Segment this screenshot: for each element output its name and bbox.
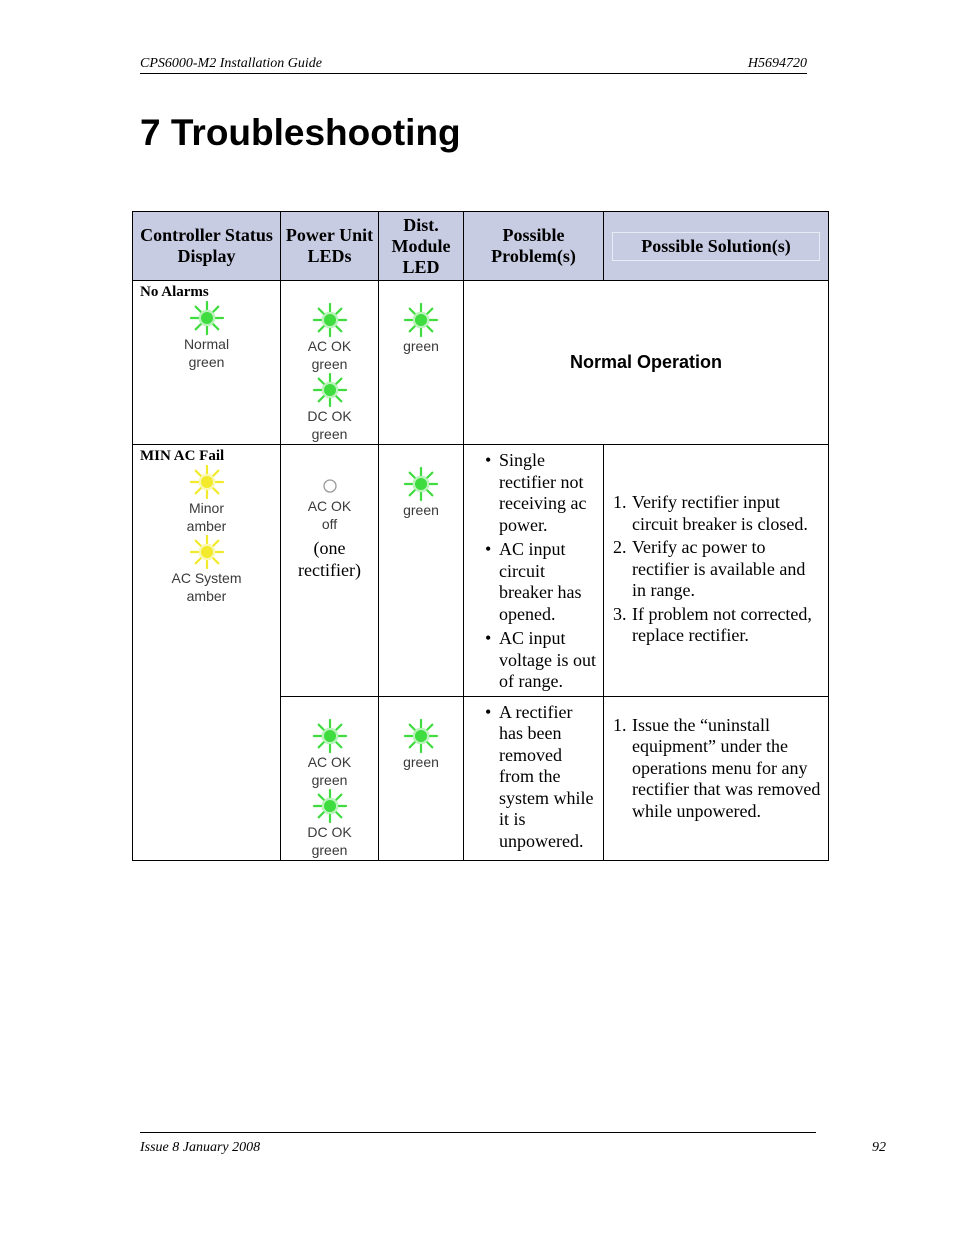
led-green-icon [312,789,348,823]
dist-module-cell [379,445,464,697]
led-green-icon [312,303,348,337]
led-indicator [379,719,463,771]
table-row [133,281,829,445]
footer-issue-date: Issue 8 January 2008 [140,1140,261,1155]
table-row [133,445,829,697]
problem-list [464,702,603,853]
led-indicator [133,465,280,535]
page-footer [140,1132,886,1155]
led-green-icon [403,719,439,753]
page-title: 7 Troubleshooting [140,112,461,153]
led-indicator [133,301,280,371]
led-green-icon [312,373,348,407]
power-unit-cell [281,696,379,860]
led-caption: Minor amber [186,500,227,534]
col-header-problems: Possible Problem(s) [464,212,604,281]
led-amber-icon [189,535,225,569]
solution-item: 2. Verify ac power to rectifier is available and in range. [613,537,806,600]
solution-list [604,715,828,823]
header-doc-number: H5694720 [747,56,807,71]
solutions-cell [604,696,829,860]
rectifier-note: (one rectifier) [298,538,361,580]
col-header-solutions-label: Possible Solution(s) [612,232,820,261]
page-number: 92 [872,1140,886,1155]
row-label: No Alarms [140,284,209,300]
dist-module-cell [379,696,464,860]
led-indicator [281,789,378,859]
row-label: MIN AC Fail [140,448,225,464]
troubleshooting-table [132,211,829,861]
led-indicator [281,719,378,789]
led-indicator [133,535,280,605]
led-indicator [281,475,378,533]
problem-item: • AC input voltage is out of range. [472,628,599,693]
led-caption: DC OK green [307,823,352,858]
problem-item: • AC input circuit breaker has opened. [472,539,599,625]
led-green-icon [189,301,225,335]
led-off-icon [312,475,348,497]
solution-list [604,492,828,647]
problems-cell [464,445,604,697]
led-indicator [379,303,463,355]
led-caption: AC OK green [307,338,352,372]
normal-operation-cell: Normal Operation [464,281,829,445]
solution-item: 1. Verify rectifier input circuit breaker is closed. [613,492,808,534]
led-green-icon [312,719,348,753]
led-caption: Normal green [183,336,230,370]
controller-cell [133,445,281,861]
header-doc-title: CPS6000-M2 Installation Guide [140,56,322,71]
col-header-controller: Controller Status Display [133,212,281,281]
led-indicator [379,467,463,519]
col-header-solutions [604,212,829,281]
problems-cell [464,696,604,860]
led-caption: AC OK off [307,498,352,532]
led-indicator [281,373,378,443]
controller-cell [133,281,281,445]
solution-item: 3. If problem not corrected, replace rectifier. [613,603,812,645]
led-green-icon [403,303,439,337]
page-header [140,56,807,74]
led-caption: AC System amber [171,570,242,604]
problem-item: • A rectifier has been removed from the system while it is unpowered. [472,702,599,853]
problem-item: • Single rectifier not receiving ac power. [472,450,599,536]
table-header-row [133,212,829,281]
led-caption: green [403,502,439,518]
solutions-cell [604,445,829,697]
led-green-icon [403,467,439,501]
led-caption: green [403,338,439,354]
col-header-power-unit: Power Unit LEDs [281,212,379,281]
led-caption: AC OK green [307,753,352,788]
led-caption: DC OK green [307,408,352,442]
solution-item: 1. Issue the “uninstall equipment” under the operations menu for any rectifier that was removed while unpowered. [613,714,821,821]
col-header-dist-module: Dist. Module LED [379,212,464,281]
power-unit-cell [281,281,379,445]
power-unit-cell [281,445,379,697]
led-amber-icon [189,465,225,499]
led-caption: green [403,753,439,770]
led-indicator [281,303,378,373]
problem-list [464,450,603,693]
dist-module-cell [379,281,464,445]
